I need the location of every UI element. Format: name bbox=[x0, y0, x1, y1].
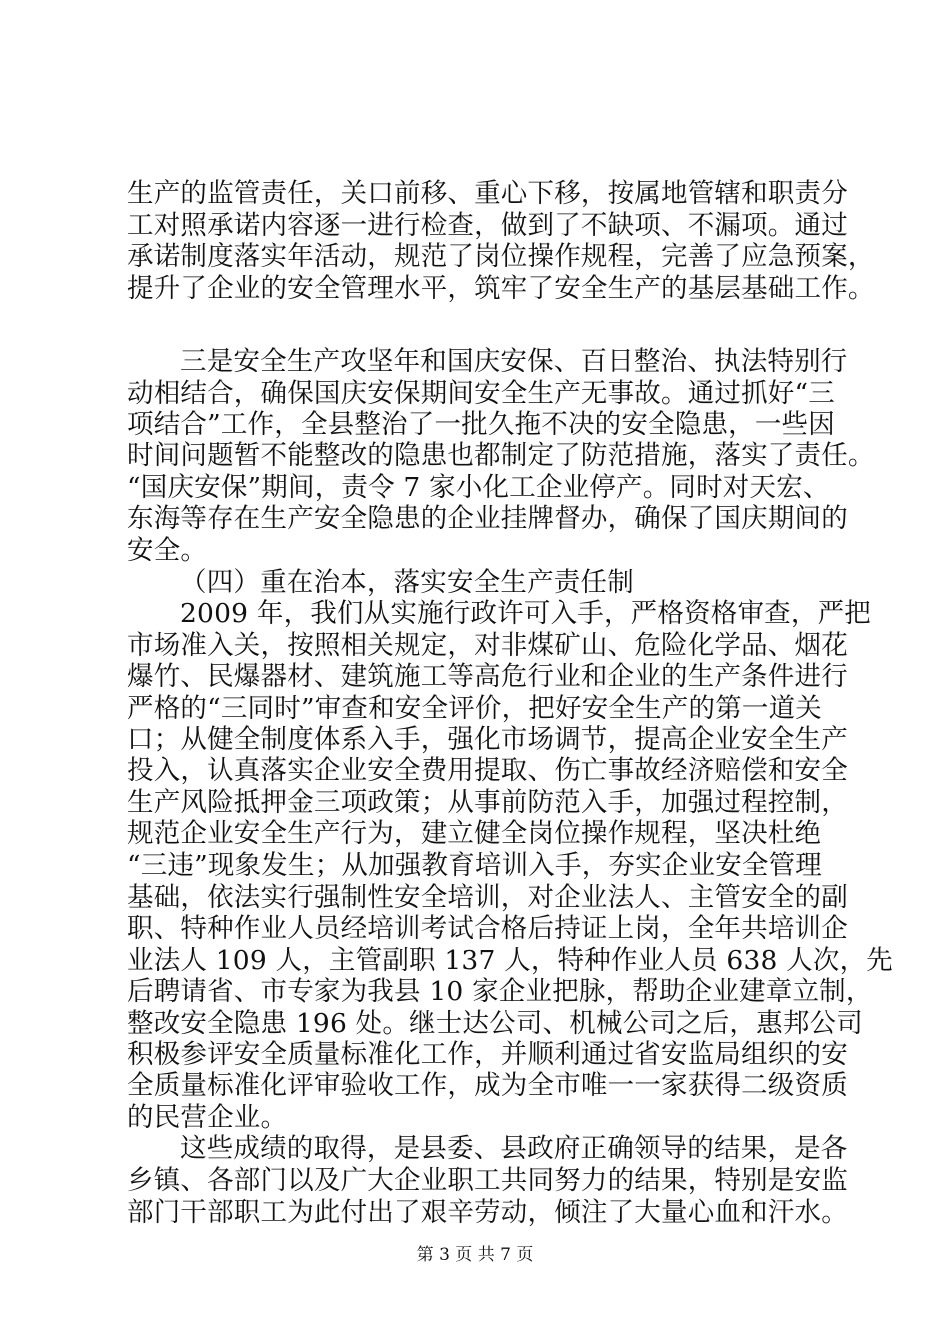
text-line: 的民营企业。 bbox=[127, 1102, 288, 1133]
text-line: 全质量标准化评审验收工作，成为全市唯一一家获得二级资质 bbox=[127, 1070, 848, 1101]
text-line: 提升了企业的安全管理水平，筑牢了安全生产的基层基础工作。 bbox=[127, 273, 875, 304]
text-line: 严格的“三同时”审查和安全评价，把好安全生产的第一道关 bbox=[127, 693, 822, 724]
text-line: 生产的监管责任，关口前移、重心下移，按属地管辖和职责分 bbox=[127, 178, 848, 209]
text-line: 三是安全生产攻坚年和国庆安保、百日整治、执法特别行 bbox=[180, 346, 848, 377]
text-line: 业法人 109 人，主管副职 137 人，特种作业人员 638 人次，先 bbox=[127, 945, 893, 976]
text-line: 项结合”工作，全县整治了一批久拖不决的安全隐患，一些因 bbox=[127, 409, 835, 440]
text-line: “三违”现象发生；从加强教育培训入手，夯实企业安全管理 bbox=[127, 850, 822, 881]
text-line: 动相结合，确保国庆安保期间安全生产无事故。通过抓好“三 bbox=[127, 378, 835, 409]
text-line: 爆竹、民爆器材、建筑施工等高危行业和企业的生产条件进行 bbox=[127, 661, 848, 692]
text-line: 投入，认真落实企业安全费用提取、伤亡事故经济赔偿和安全 bbox=[127, 755, 848, 786]
text-line: “国庆安保”期间，责令 7 家小化工企业停产。同时对天宏、 bbox=[127, 472, 830, 503]
text-line: 后聘请省、市专家为我县 10 家企业把脉，帮助企业建章立制， bbox=[127, 976, 873, 1007]
text-line: 安全。 bbox=[127, 535, 208, 566]
page-number-footer: 第 3 页 共 7 页 bbox=[416, 1245, 534, 1265]
text-line: 基础，依法实行强制性安全培训，对企业法人、主管安全的副 bbox=[127, 882, 848, 913]
text-line: 整改安全隐患 196 处。继士达公司、机械公司之后，惠邦公司 bbox=[127, 1008, 863, 1039]
text-line: 时间问题暂不能整改的隐患也都制定了防范措施，落实了责任。 bbox=[127, 440, 875, 471]
text-line: 生产风险抵押金三项政策；从事前防范入手，加强过程控制， bbox=[127, 787, 848, 818]
text-line: 规范企业安全生产行为，建立健全岗位操作规程，坚决杜绝 bbox=[127, 818, 822, 849]
text-line: 工对照承诺内容逐一进行检查，做到了不缺项、不漏项。通过 bbox=[127, 210, 848, 241]
section-heading: （四）重在治本，落实安全生产责任制 bbox=[180, 567, 634, 598]
text-line: 乡镇、各部门以及广大企业职工共同努力的结果，特别是安监 bbox=[127, 1165, 848, 1196]
text-line: 部门干部职工为此付出了艰辛劳动，倾注了大量心血和汗水。 bbox=[127, 1197, 848, 1228]
text-line: 口；从健全制度体系入手，强化市场调节，提高企业安全生产 bbox=[127, 724, 848, 755]
text-line: 东海等存在生产安全隐患的企业挂牌督办，确保了国庆期间的 bbox=[127, 503, 848, 534]
text-line: 市场准入关，按照相关规定，对非煤矿山、危险化学品、烟花 bbox=[127, 630, 848, 661]
text-line: 职、特种作业人员经培训考试合格后持证上岗，全年共培训企 bbox=[127, 913, 848, 944]
text-line: 2009 年，我们从实施行政许可入手，严格资格审查，严把 bbox=[180, 598, 871, 629]
text-line: 积极参评安全质量标准化工作，并顺利通过省安监局组织的安 bbox=[127, 1039, 848, 1070]
text-line: 承诺制度落实年活动，规范了岗位操作规程，完善了应急预案， bbox=[127, 241, 875, 272]
text-line: 这些成绩的取得，是县委、县政府正确领导的结果，是各 bbox=[180, 1133, 848, 1164]
